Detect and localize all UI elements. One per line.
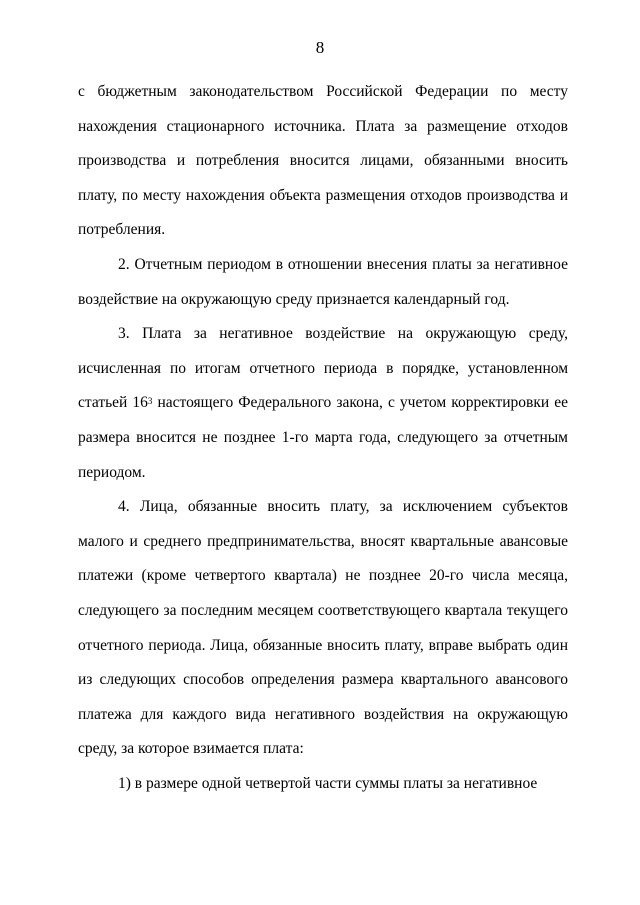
superscript-article-index: 3 bbox=[147, 396, 153, 407]
paragraph-3-text-before: 3. Плата за негативное воздействие на окружающую среду, исчисленная по итогам отчетного периода в порядке, установленном статьей 16 bbox=[78, 325, 568, 412]
paragraph-4: 4. Лица, обязанные вносить плату, за исключением субъектов малого и среднего предпринимательства, вносят квартальные авансовые платежи (кроме четвертого квартала) не позднее 20-го числа месяца, следующего за последним месяцем соответствующего квартала текущего отчетного периода. Лица, обязанные вносить плату, вправе выбрать один из следующих способов определения размера квартального авансового платежа для каждого вида негативного воздействия на окружающую среду, за которое взимается плата: bbox=[78, 498, 568, 758]
paragraph-2: 2. Отчетным периодом в отношении внесения платы за негативное воздействие на окружающую среду признается календарный год. bbox=[78, 255, 568, 308]
paragraph-4-item-1: 1) в размере одной четвертой части суммы платы за негативное bbox=[118, 774, 538, 792]
paragraph-continuation: с бюджетным законодательством Российской Федерации по месту нахождения стационарного источника. Плата за размещение отходов производства и потребления вносится лицами, обязанными вносить плату, по месту нахождения объекта размещения отходов производства и потребления. bbox=[78, 83, 568, 239]
paragraph-3-text-after: настоящего Федерального закона, с учетом корректировки ее размера вносится не позднее 1-го марта года, следующего за отчетным периодом. bbox=[78, 394, 568, 481]
page-number: 8 bbox=[315, 38, 325, 57]
document-body bbox=[78, 75, 568, 801]
paragraph-3 bbox=[78, 317, 568, 490]
